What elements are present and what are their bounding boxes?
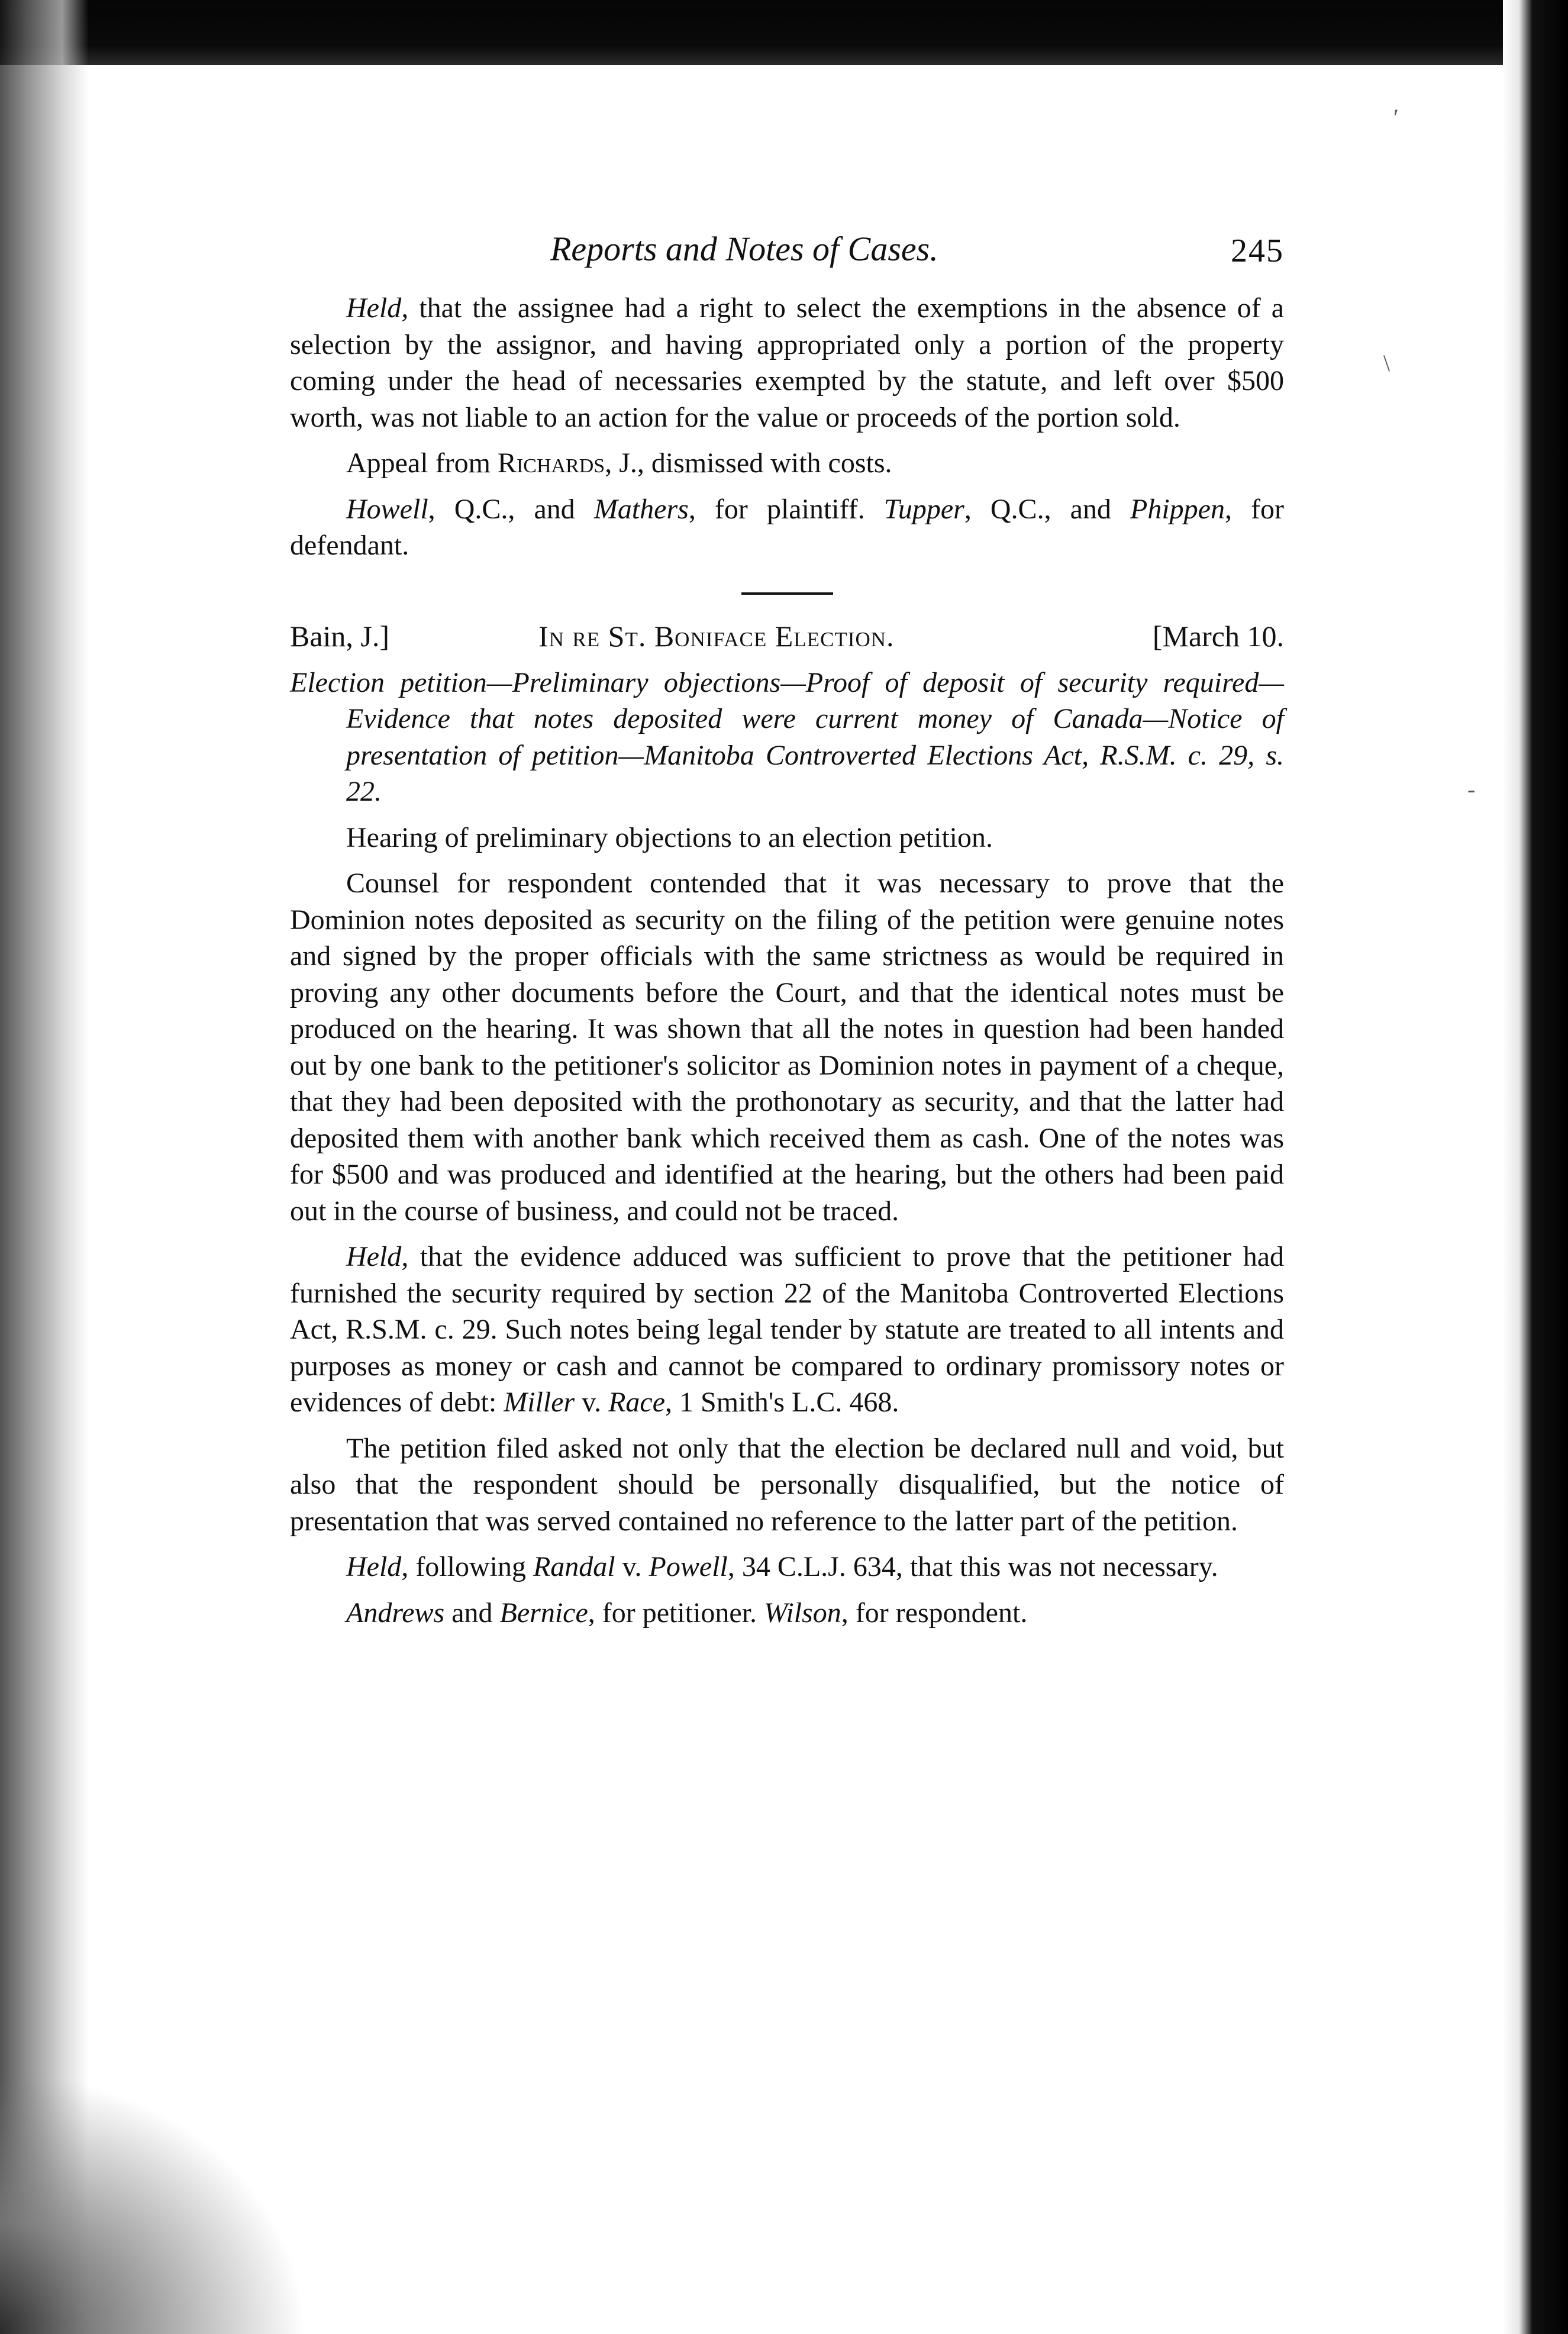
appeal-suffix: , J., dismissed with costs. bbox=[605, 447, 892, 479]
running-header bbox=[290, 225, 1284, 290]
appeal-prefix: Appeal from bbox=[346, 447, 498, 479]
case-headnote: Election petition—Preliminary objections—Proof of deposit of security required—Evidence that notes deposited were current money of Canada—Notice of presentation of petition—Manitoba Controverted Elections Act, R.S.M. c. 29, s. 22. bbox=[290, 666, 1284, 807]
counsel-name: Mathers bbox=[593, 493, 689, 525]
scan-right-border bbox=[1503, 0, 1568, 2334]
margin-speck: \ bbox=[1383, 350, 1390, 376]
citation-party: Powell bbox=[649, 1551, 728, 1582]
citation-party: Randal bbox=[533, 1551, 615, 1582]
margin-speck: - bbox=[1467, 776, 1476, 802]
citation-party: Miller bbox=[504, 1387, 575, 1418]
section-divider bbox=[741, 592, 833, 595]
scan-left-shadow bbox=[0, 0, 89, 2334]
counsel-text: , Q.C., and bbox=[428, 493, 594, 525]
counsel-name: Wilson bbox=[764, 1597, 841, 1629]
paragraph-hearing: Hearing of preliminary objections to an election petition. bbox=[346, 821, 993, 853]
held-paragraph-top bbox=[290, 290, 1284, 436]
scan-top-border bbox=[0, 0, 1568, 65]
margin-speck: ′ bbox=[1393, 104, 1399, 131]
counsel-text: and bbox=[444, 1597, 500, 1629]
counsel-line-case bbox=[290, 1595, 1284, 1632]
counsel-name: Bernice bbox=[499, 1597, 588, 1629]
appeal-line bbox=[290, 445, 1284, 482]
counsel-name: Andrews bbox=[346, 1597, 445, 1629]
case-date: [March 10. bbox=[1152, 619, 1284, 653]
citation-party: Race bbox=[608, 1387, 666, 1418]
held-label: Held, bbox=[346, 1241, 409, 1272]
held-paragraph-1 bbox=[290, 1239, 1284, 1421]
counsel-text: , for defendant. bbox=[290, 493, 1285, 561]
citation-v: v. bbox=[615, 1551, 649, 1582]
appeal-judge: Richards bbox=[497, 447, 605, 479]
case-heading bbox=[290, 618, 1284, 660]
held-label: Held, bbox=[346, 292, 409, 324]
held-text: that the evidence adduced was sufficient to prove that the petitioner had furnished the security required by section 22 of the Manitoba Controverted Elections Act, R.S.M. c. 29. Such notes being legal tender by statute are treated to all intents and purposes as money or cash and cannot be compared to ordinary promissory notes or evidences of debt: bbox=[290, 1241, 1284, 1418]
scan-corner-shadow bbox=[0, 2071, 308, 2334]
held-paragraph-2 bbox=[290, 1549, 1284, 1585]
citation-rest: , 1 Smith's L.C. 468. bbox=[665, 1387, 899, 1418]
counsel-text: , for respondent. bbox=[841, 1597, 1028, 1629]
counsel-name: Phippen bbox=[1130, 493, 1225, 525]
held-text: following bbox=[408, 1551, 533, 1582]
page-content bbox=[290, 225, 1284, 1631]
paragraph-counsel-argument: Counsel for respondent contended that it was necessary to prove that the Dominion notes deposited as security on the filing of the petition were genuine notes and signed by the proper officials with the same strictness as would be required in proving any other documents before the Court, and that the identical notes must be produced on the hearing. It was shown that all the notes in question had been handed out by one bank to the petitioner's solicitor as Dominion notes in payment of a cheque, that they had been deposited with the prothonotary as security, and that the latter had deposited them with another bank which received them as cash. One of the notes was for $500 and was produced and identified at the hearing, but the others had been paid out in the course of business, and could not be traced. bbox=[290, 868, 1284, 1227]
held-text: , 34 C.L.J. 634, that this was not necessary. bbox=[727, 1551, 1218, 1582]
counsel-text: , Q.C., and bbox=[964, 493, 1131, 525]
case-title: In re St. Boniface Election. bbox=[538, 619, 895, 653]
running-title: Reports and Notes of Cases. bbox=[550, 230, 938, 268]
held-label: Held, bbox=[346, 1551, 409, 1582]
case-judge: Bain, J.] bbox=[290, 619, 390, 653]
citation-v: v. bbox=[575, 1387, 609, 1418]
counsel-line-top bbox=[290, 491, 1284, 564]
page-number: 245 bbox=[1231, 233, 1284, 269]
counsel-text: , for petitioner. bbox=[588, 1597, 764, 1629]
counsel-text: , for plaintiff. bbox=[688, 493, 884, 525]
counsel-name: Howell bbox=[346, 493, 428, 525]
paragraph-petition: The petition filed asked not only that the election be declared null and void, but also that the respondent should be personally disqualified, but the notice of presentation that was served contained no reference to the latter part of the petition. bbox=[290, 1432, 1284, 1537]
held-text: that the assignee had a right to select the exemptions in the absence of a selection by the assignor, and having appropriated only a portion of the property coming under the head of necessaries exempted by the statute, and left over $500 worth, was not liable to an action for the value or proceeds of the portion sold. bbox=[290, 292, 1284, 433]
counsel-name: Tupper bbox=[883, 493, 964, 525]
